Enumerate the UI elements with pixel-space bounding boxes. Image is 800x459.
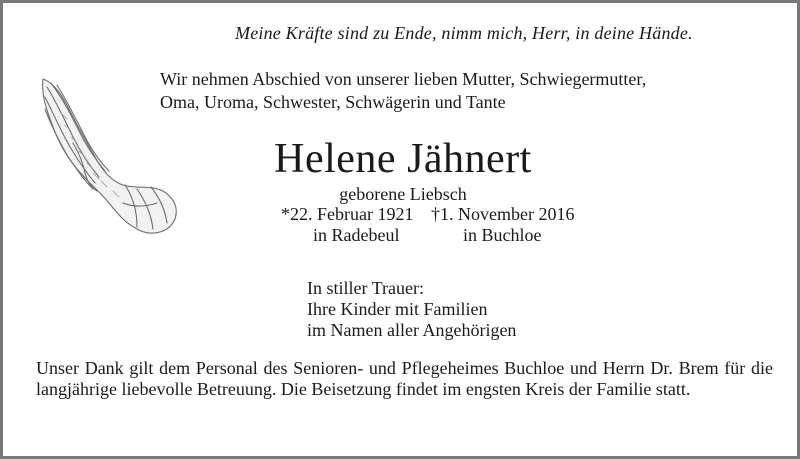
motto-verse: Meine Kräfte sind zu Ende, nimm mich, Herr, in deine Hände. (235, 23, 693, 43)
thanks-paragraph: Unser Dank gilt dem Personal des Senioren- und Pflegeheimes Buchloe und Herrn Dr. Brem für die langjährige liebevolle Betreuung. Die Beisetzung findet im engsten Kreis der Familie statt. (36, 358, 773, 399)
life-dates (281, 204, 574, 246)
deceased-name: Helene Jähnert (274, 136, 532, 182)
mourners-line: im Namen aller Angehörigen (307, 320, 517, 340)
birth-date: *22. Februar 1921 (281, 204, 414, 224)
mourners-line: In stiller Trauer: (307, 278, 424, 298)
intro-line: Oma, Uroma, Schwester, Schwägerin und Tante (160, 92, 506, 112)
mourners-block (307, 278, 516, 341)
dates-row (281, 204, 574, 225)
intro-line: Wir nehmen Abschied von unserer lieben Mutter, Schwiegermutter, (160, 69, 647, 89)
birth-place: in Radebeul (313, 225, 400, 245)
mourners-line: Ihre Kinder mit Familien (307, 299, 488, 319)
intro-text (160, 68, 646, 114)
death-date: †1. November 2016 (431, 204, 575, 224)
places-row (281, 225, 574, 246)
death-place: in Buchloe (463, 225, 542, 245)
birth-name: geborene Liebsch (339, 184, 467, 204)
